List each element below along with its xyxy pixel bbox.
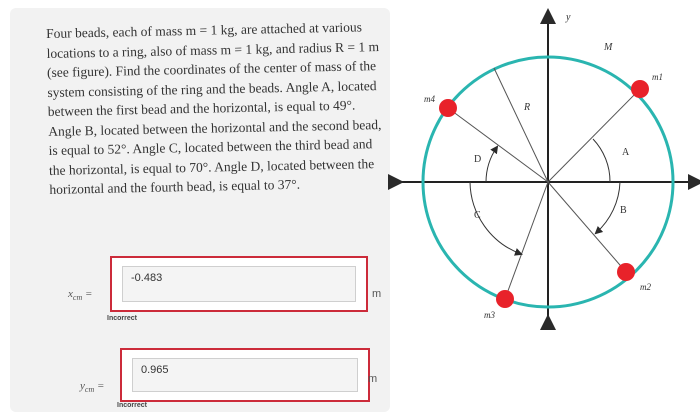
angle-C-label: C: [474, 210, 481, 221]
bead-m1: [631, 80, 649, 98]
radius-m4: [448, 108, 548, 182]
xcm-status: Incorrect: [107, 315, 137, 322]
problem-text: Four beads, each of mass m = 1 kg, are attached at various locations to a ring, also of mass m = 1 kg, and radius R = 1 m (see figure). Find the coordinates of the center of mass of the system consisting of the ring and the beads. Angle A, located between the first bead and the horizontal, is equal to 49°. Angle B, located between the horizontal and the second bead, is equal to 52°. Angle C, located between the third bead and the horizontal, is equal to 70°. Angle D, located between the horizontal and the fourth bead, is equal to 37°.: [46, 19, 382, 197]
radius-R: [494, 68, 548, 182]
angle-B-arc: [596, 182, 620, 233]
radius-m3: [505, 182, 548, 299]
angle-D-label: D: [474, 154, 482, 165]
angle-A-arc: [593, 139, 610, 182]
angle-D-arc: [486, 147, 497, 182]
ycm-label: $y_{cm}$ =: [80, 380, 105, 395]
ycm-unit: m: [368, 373, 378, 385]
radius-m2: [548, 182, 626, 272]
bead-m1-label: m1: [652, 72, 663, 82]
angle-A-label: A: [622, 147, 630, 158]
radius-m1: [548, 89, 640, 182]
bead-m4: [439, 99, 457, 117]
ycm-status: Incorrect: [117, 402, 147, 409]
bead-m3: [496, 290, 514, 308]
xcm-label: $x_{cm}$ =: [68, 288, 93, 303]
y-axis-label: y: [566, 12, 571, 23]
ycm-input[interactable]: 0.965: [132, 358, 358, 392]
xcm-input[interactable]: -0.483: [122, 266, 356, 302]
bead-m2-label: m2: [640, 282, 651, 292]
radius-label: R: [524, 102, 531, 113]
bead-m4-label: m4: [424, 94, 435, 104]
angle-B-label: B: [620, 205, 627, 216]
bead-m2: [617, 263, 635, 281]
ring-mass-label: M: [604, 42, 613, 53]
xcm-unit: m: [372, 288, 382, 300]
bead-m3-label: m3: [484, 310, 495, 320]
